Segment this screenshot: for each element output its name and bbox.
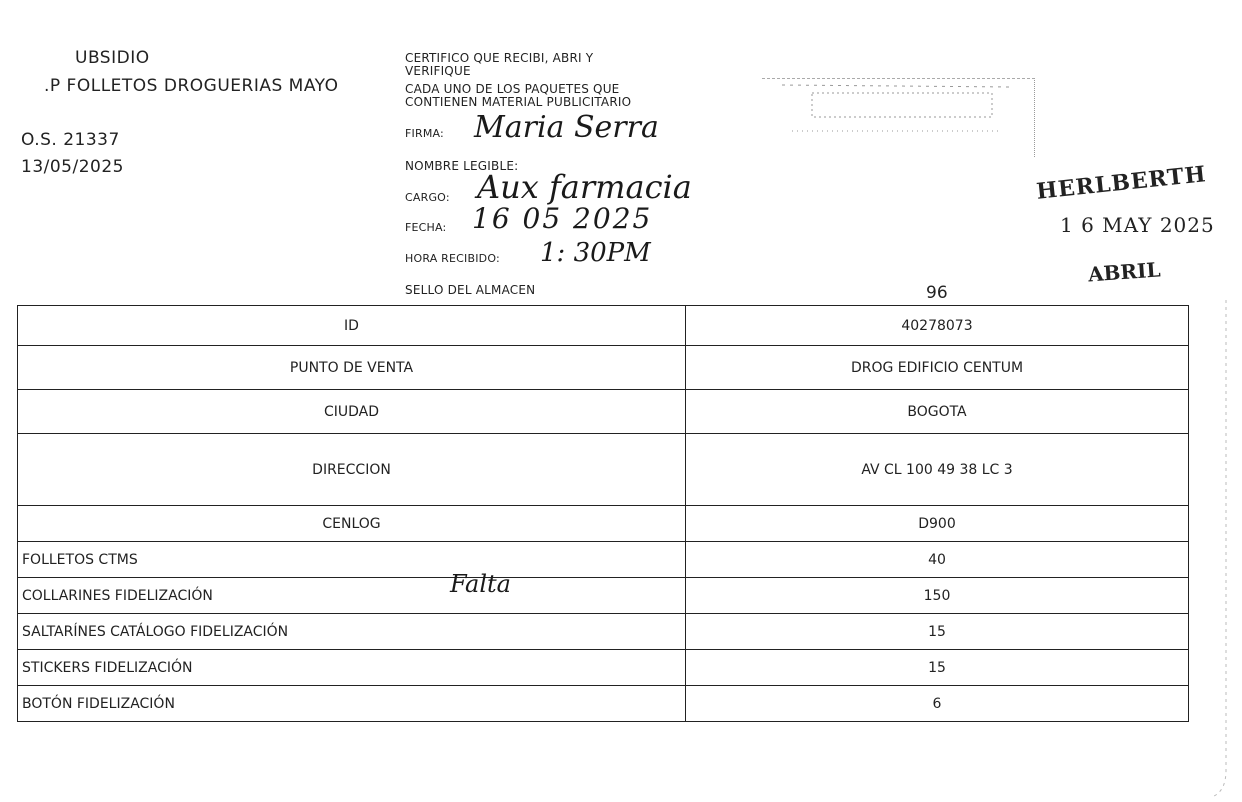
delivery-table [17, 305, 1189, 722]
table-row [18, 306, 1189, 346]
firma-signature: Maria Serra [474, 110, 659, 145]
row-value: 40 [686, 542, 1189, 578]
cert-line-2: VERIFIQUE [405, 64, 471, 78]
cargo-value: Aux farmacia [477, 168, 692, 206]
header-title: .P FOLLETOS DROGUERIAS MAYO [44, 76, 339, 96]
sello-label: SELLO DEL ALMACEN [405, 283, 536, 297]
stamp-name: HERLBERTH [1035, 161, 1208, 205]
hora-label: HORA RECIBIDO: [405, 252, 500, 265]
sello-number: 96 [926, 283, 948, 303]
row-label: PUNTO DE VENTA [18, 346, 686, 390]
row-value: 15 [686, 650, 1189, 686]
row-label: FOLLETOS CTMS [18, 542, 686, 578]
order-number: O.S. 21337 [21, 130, 120, 150]
stamp-month: ABRIL [1087, 257, 1162, 287]
row-label: ID [18, 306, 686, 346]
row-value: 40278073 [686, 306, 1189, 346]
row-label: COLLARINES FIDELIZACIÓN [18, 578, 686, 614]
row-label: CIUDAD [18, 390, 686, 434]
cert-line-4: CONTIENEN MATERIAL PUBLICITARIO [405, 95, 632, 109]
fecha-label: FECHA: [405, 221, 447, 234]
row-value: 15 [686, 614, 1189, 650]
table-row [18, 578, 1189, 614]
table-row [18, 542, 1189, 578]
row-value: AV CL 100 49 38 LC 3 [686, 434, 1189, 506]
row-label: CENLOG [18, 506, 686, 542]
row-label: BOTÓN FIDELIZACIÓN [18, 686, 686, 722]
row-label: DIRECCION [18, 434, 686, 506]
row-label: STICKERS FIDELIZACIÓN [18, 650, 686, 686]
cert-line-1: CERTIFICO QUE RECIBI, ABRI Y [405, 51, 594, 65]
table-row [18, 434, 1189, 506]
table-row [18, 346, 1189, 390]
hora-value: 1: 30PM [540, 238, 651, 268]
cargo-label: CARGO: [405, 191, 450, 204]
row-value: 150 [686, 578, 1189, 614]
table-row [18, 686, 1189, 722]
table-row [18, 506, 1189, 542]
cert-line-3: CADA UNO DE LOS PAQUETES QUE [405, 82, 620, 96]
row-value: DROG EDIFICIO CENTUM [686, 346, 1189, 390]
row-value: 6 [686, 686, 1189, 722]
faint-stamp-marks [762, 79, 1034, 157]
table-row [18, 650, 1189, 686]
row-value: D900 [686, 506, 1189, 542]
handwritten-note: Falta [450, 570, 511, 598]
order-date: 13/05/2025 [21, 157, 124, 177]
header-subsidio: UBSIDIO [75, 48, 150, 68]
firma-label: FIRMA: [405, 127, 444, 140]
stamp-date: 1 6 MAY 2025 [1060, 213, 1215, 237]
row-value: BOGOTA [686, 390, 1189, 434]
nombre-label: NOMBRE LEGIBLE: [405, 159, 519, 173]
row-label: SALTARÍNES CATÁLOGO FIDELIZACIÓN [18, 614, 686, 650]
fecha-value: 16 05 2025 [472, 202, 653, 235]
table-row [18, 390, 1189, 434]
faint-stamp-box [762, 78, 1035, 157]
table-row [18, 614, 1189, 650]
scan-edge-mark [1212, 300, 1240, 800]
